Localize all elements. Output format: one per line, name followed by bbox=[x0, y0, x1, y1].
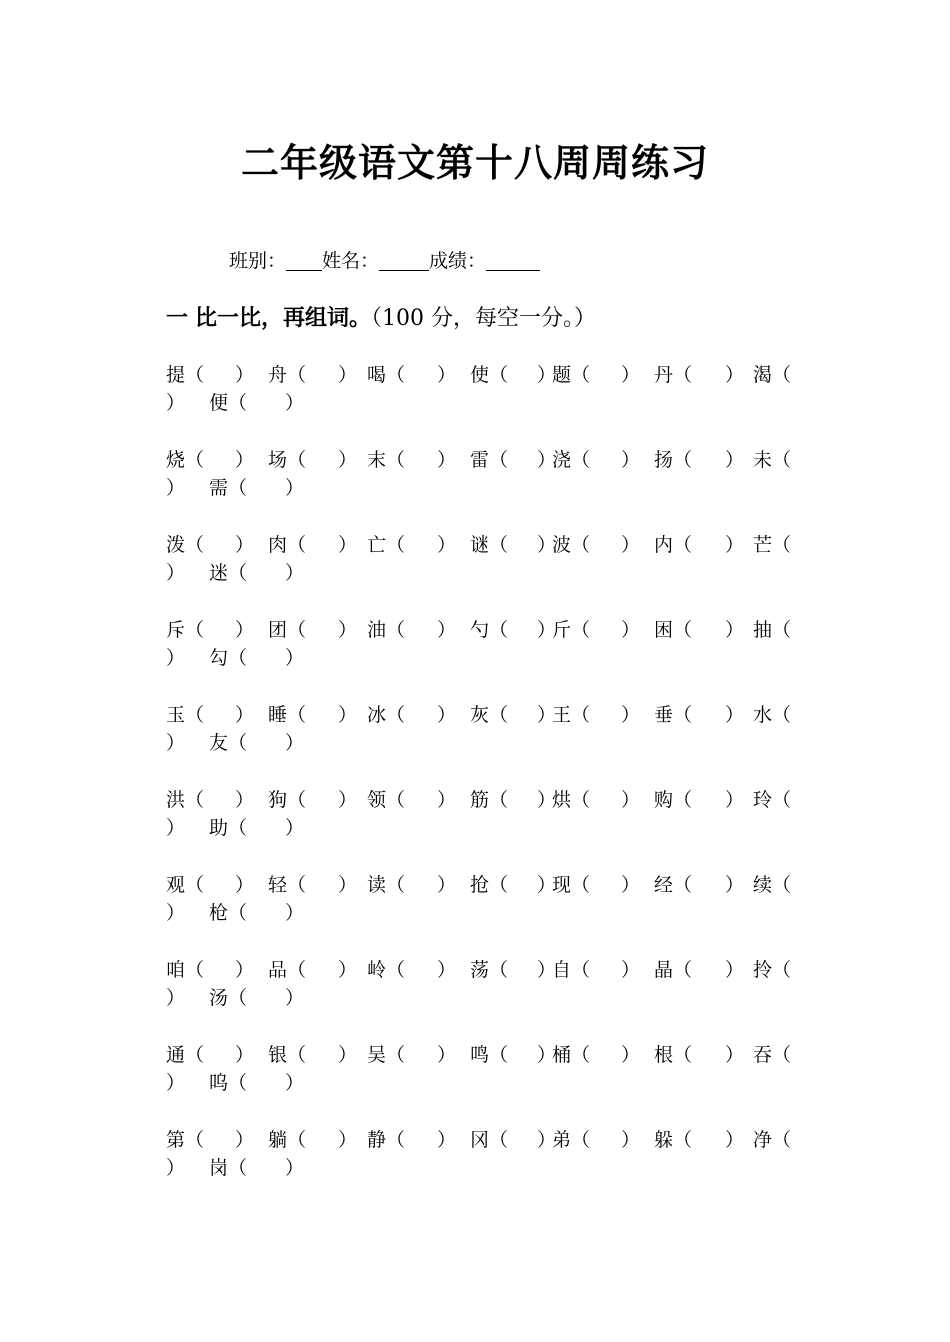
practice-char: 困（ bbox=[654, 619, 693, 641]
practice-row bbox=[0, 785, 950, 845]
practice-char: 狗（ bbox=[268, 789, 307, 811]
practice-char: 抽（ bbox=[753, 619, 792, 641]
practice-char: 场（ bbox=[268, 449, 307, 471]
answer-blank[interactable]: ） bbox=[285, 902, 305, 924]
practice-char: 拎（ bbox=[753, 959, 792, 981]
answer-blank[interactable]: ） bbox=[621, 789, 641, 811]
answer-blank[interactable]: ） bbox=[285, 732, 305, 754]
practice-char: 迷（ bbox=[209, 562, 248, 584]
answer-blank[interactable]: ） bbox=[437, 449, 457, 471]
practice-char: 芒（ bbox=[753, 534, 792, 556]
answer-blank[interactable]: ） bbox=[725, 1044, 745, 1066]
practice-char: 丹（ bbox=[654, 364, 693, 386]
practice-char: 吴（ bbox=[367, 1044, 406, 1066]
answer-blank[interactable]: ） bbox=[621, 619, 641, 641]
practice-char: 弟（ bbox=[552, 1129, 591, 1151]
answer-blank[interactable]: ） bbox=[621, 364, 641, 386]
practice-row bbox=[0, 1040, 950, 1100]
section-note: （100 分，每空一分。） bbox=[371, 306, 597, 331]
answer-blank[interactable]: ） bbox=[285, 562, 305, 584]
practice-char: 斥（ bbox=[166, 619, 205, 641]
answer-blank[interactable]: ） bbox=[437, 704, 457, 726]
answer-blank[interactable]: ） bbox=[235, 1129, 255, 1151]
practice-char: 领（ bbox=[367, 789, 406, 811]
class-label: 班别： bbox=[229, 250, 287, 272]
practice-char: 泼（ bbox=[166, 534, 205, 556]
practice-char: 玲（ bbox=[753, 789, 792, 811]
answer-blank[interactable]: ） bbox=[621, 959, 641, 981]
answer-blank[interactable]: ） bbox=[166, 987, 186, 1009]
answer-blank[interactable]: ） bbox=[437, 364, 457, 386]
answer-blank[interactable]: ） bbox=[437, 959, 457, 981]
answer-blank[interactable]: ） bbox=[725, 364, 745, 386]
answer-blank[interactable]: ） bbox=[621, 534, 641, 556]
answer-blank[interactable]: ） bbox=[166, 477, 186, 499]
practice-char: 睡（ bbox=[268, 704, 307, 726]
practice-row bbox=[0, 360, 950, 420]
practice-char: 烧（ bbox=[166, 449, 205, 471]
practice-char: 现（ bbox=[552, 874, 591, 896]
practice-char: 根（ bbox=[654, 1044, 693, 1066]
practice-char: 冈（ bbox=[470, 1129, 509, 1151]
practice-char: 灰（ bbox=[470, 704, 509, 726]
answer-blank[interactable]: ） bbox=[725, 874, 745, 896]
answer-blank[interactable]: ） bbox=[725, 619, 745, 641]
practice-row bbox=[0, 700, 950, 760]
practice-char: 渴（ bbox=[753, 364, 792, 386]
practice-char: 玉（ bbox=[166, 704, 205, 726]
practice-char: 咱（ bbox=[166, 959, 205, 981]
answer-blank[interactable]: ） bbox=[338, 449, 358, 471]
practice-row bbox=[0, 530, 950, 590]
answer-blank[interactable]: ） bbox=[621, 449, 641, 471]
answer-blank[interactable]: ） bbox=[285, 392, 305, 414]
practice-char: 枪（ bbox=[209, 902, 248, 924]
answer-blank[interactable]: ） bbox=[437, 1044, 457, 1066]
practice-char: 观（ bbox=[166, 874, 205, 896]
practice-char: 桶（ bbox=[552, 1044, 591, 1066]
practice-row bbox=[0, 955, 950, 1015]
answer-blank[interactable]: ） bbox=[338, 959, 358, 981]
practice-char: 读（ bbox=[367, 874, 406, 896]
practice-char: 吞（ bbox=[753, 1044, 792, 1066]
answer-blank[interactable]: ） bbox=[725, 1129, 745, 1151]
answer-blank[interactable]: ） bbox=[285, 477, 305, 499]
score-label: 成绩： bbox=[429, 250, 487, 272]
answer-blank[interactable]: ） bbox=[235, 449, 255, 471]
answer-blank[interactable]: ） bbox=[235, 364, 255, 386]
student-info-line bbox=[229, 246, 540, 273]
practice-row bbox=[0, 615, 950, 675]
practice-char: 未（ bbox=[753, 449, 792, 471]
practice-char: 浇（ bbox=[552, 449, 591, 471]
page-title: 二年级语文第十八周周练习 bbox=[240, 140, 709, 185]
answer-blank[interactable]: ） bbox=[166, 817, 186, 839]
practice-char: 躺（ bbox=[268, 1129, 307, 1151]
practice-char: 水（ bbox=[753, 704, 792, 726]
practice-char: 品（ bbox=[268, 959, 307, 981]
practice-char: 末（ bbox=[367, 449, 406, 471]
answer-blank[interactable]: ） bbox=[725, 534, 745, 556]
answer-blank[interactable]: ） bbox=[166, 562, 186, 584]
answer-blank[interactable]: ） bbox=[235, 1044, 255, 1066]
practice-char: 静（ bbox=[367, 1129, 406, 1151]
practice-char: 勺（ bbox=[470, 619, 509, 641]
answer-blank[interactable]: ） bbox=[621, 704, 641, 726]
practice-char: 岭（ bbox=[367, 959, 406, 981]
practice-char: 鸣（ bbox=[470, 1044, 509, 1066]
practice-char: 躲（ bbox=[654, 1129, 693, 1151]
practice-char: 抢（ bbox=[470, 874, 509, 896]
practice-char: 团（ bbox=[268, 619, 307, 641]
answer-blank[interactable]: ） bbox=[235, 534, 255, 556]
answer-blank[interactable]: ） bbox=[235, 874, 255, 896]
answer-blank[interactable]: ） bbox=[437, 1129, 457, 1151]
practice-char: 经（ bbox=[654, 874, 693, 896]
practice-row bbox=[0, 1125, 950, 1185]
practice-char: 舟（ bbox=[268, 364, 307, 386]
answer-blank[interactable]: ） bbox=[285, 987, 305, 1009]
answer-blank[interactable]: ） bbox=[235, 619, 255, 641]
answer-blank[interactable]: ） bbox=[537, 449, 557, 471]
answer-blank[interactable]: ） bbox=[338, 619, 358, 641]
practice-row bbox=[0, 870, 950, 930]
answer-blank[interactable]: ） bbox=[537, 704, 557, 726]
practice-char: 喝（ bbox=[367, 364, 406, 386]
answer-blank[interactable]: ） bbox=[537, 1129, 557, 1151]
answer-blank[interactable]: ） bbox=[166, 392, 186, 414]
answer-blank[interactable]: ） bbox=[338, 874, 358, 896]
answer-blank[interactable]: ） bbox=[621, 1044, 641, 1066]
answer-blank[interactable]: ） bbox=[166, 647, 186, 669]
answer-blank[interactable]: ） bbox=[621, 874, 641, 896]
answer-blank[interactable]: ） bbox=[338, 1129, 358, 1151]
practice-char: 呜（ bbox=[209, 1072, 248, 1094]
practice-char: 净（ bbox=[753, 1129, 792, 1151]
answer-blank[interactable]: ） bbox=[537, 364, 557, 386]
answer-blank[interactable]: ） bbox=[285, 1072, 305, 1094]
answer-blank[interactable]: ） bbox=[437, 874, 457, 896]
practice-char: 续（ bbox=[753, 874, 792, 896]
practice-char: 晶（ bbox=[654, 959, 693, 981]
practice-char: 冰（ bbox=[367, 704, 406, 726]
practice-char: 波（ bbox=[552, 534, 591, 556]
practice-char: 使（ bbox=[470, 364, 509, 386]
practice-char: 洪（ bbox=[166, 789, 205, 811]
answer-blank[interactable]: ） bbox=[537, 534, 557, 556]
answer-blank[interactable]: ） bbox=[235, 704, 255, 726]
practice-char: 提（ bbox=[166, 364, 205, 386]
answer-blank[interactable]: ） bbox=[537, 1044, 557, 1066]
practice-char: 垂（ bbox=[654, 704, 693, 726]
practice-char: 勾（ bbox=[209, 647, 248, 669]
answer-blank[interactable]: ） bbox=[537, 959, 557, 981]
practice-char: 通（ bbox=[166, 1044, 205, 1066]
answer-blank[interactable]: ） bbox=[235, 789, 255, 811]
practice-char: 斤（ bbox=[552, 619, 591, 641]
practice-char: 筋（ bbox=[470, 789, 509, 811]
name-blank[interactable] bbox=[379, 250, 429, 271]
name-label: 姓名： bbox=[322, 250, 380, 272]
practice-char: 油（ bbox=[367, 619, 406, 641]
score-blank[interactable] bbox=[486, 250, 540, 271]
practice-char: 购（ bbox=[654, 789, 693, 811]
practice-char: 荡（ bbox=[470, 959, 509, 981]
answer-blank[interactable]: ） bbox=[166, 902, 186, 924]
section-number: 一 bbox=[166, 305, 189, 331]
practice-char: 题（ bbox=[552, 364, 591, 386]
practice-char: 助（ bbox=[209, 817, 248, 839]
practice-char: 亡（ bbox=[367, 534, 406, 556]
answer-blank[interactable]: ） bbox=[537, 789, 557, 811]
practice-char: 轻（ bbox=[268, 874, 307, 896]
answer-blank[interactable]: ） bbox=[338, 789, 358, 811]
practice-char: 需（ bbox=[209, 477, 248, 499]
practice-char: 汤（ bbox=[209, 987, 248, 1009]
practice-char: 内（ bbox=[654, 534, 693, 556]
answer-blank[interactable]: ） bbox=[537, 874, 557, 896]
practice-char: 友（ bbox=[209, 732, 248, 754]
answer-blank[interactable]: ） bbox=[235, 959, 255, 981]
practice-char: 岗（ bbox=[209, 1157, 248, 1179]
practice-char: 烘（ bbox=[552, 789, 591, 811]
practice-char: 扬（ bbox=[654, 449, 693, 471]
section-title: 比一比，再组词。 bbox=[195, 305, 372, 331]
practice-row bbox=[0, 445, 950, 505]
answer-blank[interactable]: ） bbox=[285, 1157, 305, 1179]
answer-blank[interactable]: ） bbox=[166, 1157, 186, 1179]
answer-blank[interactable]: ） bbox=[621, 1129, 641, 1151]
answer-blank[interactable]: ） bbox=[437, 534, 457, 556]
practice-char: 雷（ bbox=[470, 449, 509, 471]
practice-char: 王（ bbox=[552, 704, 591, 726]
answer-blank[interactable]: ） bbox=[437, 619, 457, 641]
answer-blank[interactable]: ） bbox=[338, 534, 358, 556]
answer-blank[interactable]: ） bbox=[338, 1044, 358, 1066]
class-blank[interactable] bbox=[286, 250, 322, 271]
answer-blank[interactable]: ） bbox=[338, 364, 358, 386]
practice-char: 第（ bbox=[166, 1129, 205, 1151]
practice-char: 银（ bbox=[268, 1044, 307, 1066]
practice-char: 便（ bbox=[209, 392, 248, 414]
answer-blank[interactable]: ） bbox=[725, 789, 745, 811]
answer-blank[interactable]: ） bbox=[725, 704, 745, 726]
answer-blank[interactable]: ） bbox=[725, 959, 745, 981]
practice-char: 肉（ bbox=[268, 534, 307, 556]
practice-char: 自（ bbox=[552, 959, 591, 981]
answer-blank[interactable]: ） bbox=[537, 619, 557, 641]
answer-blank[interactable]: ） bbox=[285, 817, 305, 839]
practice-char: 谜（ bbox=[470, 534, 509, 556]
answer-blank[interactable]: ） bbox=[338, 704, 358, 726]
answer-blank[interactable]: ） bbox=[437, 789, 457, 811]
answer-blank[interactable]: ） bbox=[725, 449, 745, 471]
answer-blank[interactable]: ） bbox=[166, 1072, 186, 1094]
section-heading bbox=[166, 301, 596, 332]
answer-blank[interactable]: ） bbox=[285, 647, 305, 669]
answer-blank[interactable]: ） bbox=[166, 732, 186, 754]
